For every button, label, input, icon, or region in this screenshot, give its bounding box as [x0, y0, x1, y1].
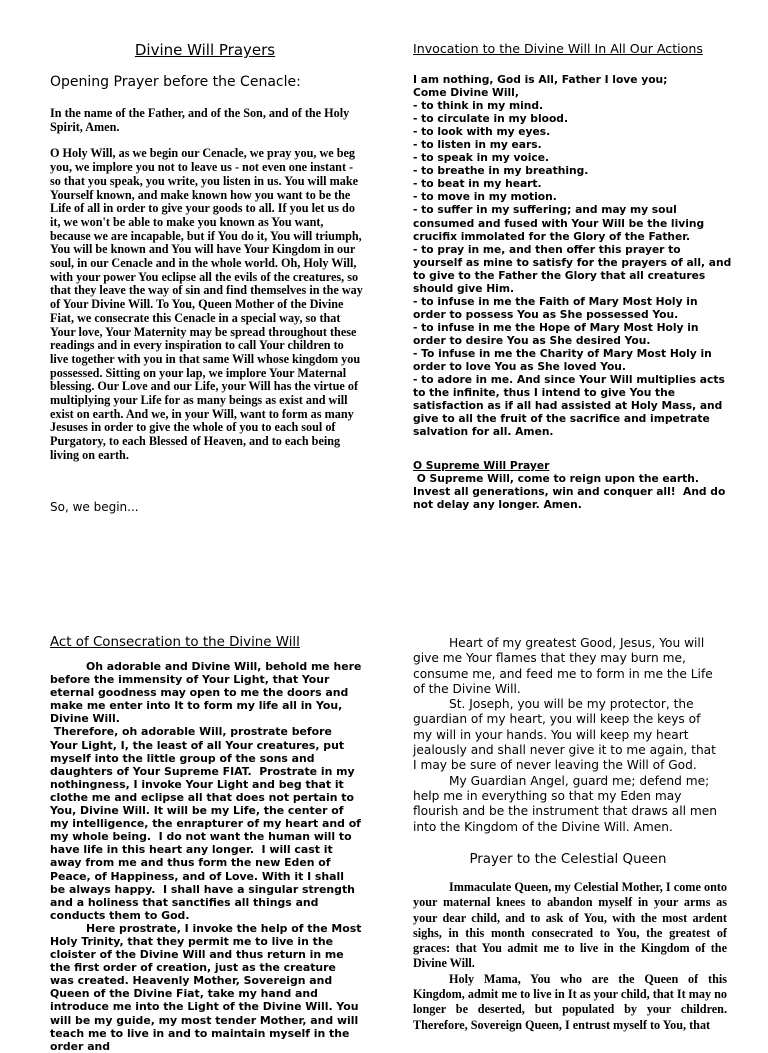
- invocation-heading: Invocation to the Divine Will In All Our Actions: [413, 41, 703, 56]
- invocation-line: - To infuse in me the Charity of Mary Most Holy in order to love You as She loved You.: [413, 346, 712, 374]
- consecration-paragraph: Oh adorable and Divine Will, behold me here before the immensity of Your Light, that Your eternal goodness may open to me the doors and make me enter into It to form my life all in You, Divine Will.: [50, 660, 362, 726]
- invocation-line: - to look with my eyes.: [413, 125, 551, 139]
- guardian-angel-paragraph: My Guardian Angel, guard me; defend me; help me in everything so that my Eden may flourish and be the instrument that draws all men into the Kingdom of the Divine Will. Amen.: [413, 773, 717, 834]
- supreme-will-heading: O Supreme Will Prayer: [413, 459, 550, 472]
- celestial-queen-paragraph: Immaculate Queen, my Celestial Mother, I come onto your maternal knees to abandon myself in your arms as your dear child, and to ask of You, with the most ardent sighs, in this month consecrated to You, the greatest of graces: that You admit me to live in the Kingdom of the Divine Will.: [413, 880, 727, 971]
- opening-prayer-body: [50, 107, 365, 463]
- invocation-line: I am nothing, God is All, Father I love you;: [413, 73, 668, 86]
- celestial-queen-paragraph: Holy Mama, You who are the Queen of this Kingdom, admit me to live in It as your child, that It may no longer be deserted, but populated by your children. Therefore, Sovereign Queen, I entrust myself to You, that: [413, 971, 727, 1032]
- invocation-line: - to breathe in my breathing.: [413, 164, 589, 178]
- invocation-line: - to circulate in my blood.: [413, 112, 569, 126]
- invocation-body: [413, 73, 733, 438]
- consecration-paragraph: Here prostrate, I invoke the help of the Most Holy Trinity, that they permit me to live in the cloister of the Divine Will and thus return in me the first order of creation, just as the creature was created. Heavenly Mother, Sovereign and Queen of the Divine Fiat, take my hand and introduce me into the Light of the Divine Will. You will be my guide, my most tender Mother, and will teach me to live in and to maintain myself in the order and: [50, 921, 362, 1053]
- invocation-line: - to pray in me, and then offer this prayer to yourself as mine to satisfy for the prayers of all, and to give to the Father the Glory that all creatures should give Him.: [413, 242, 732, 295]
- invocation-line: Come Divine Will,: [413, 86, 519, 100]
- invocation-line: - to move in my motion.: [413, 190, 557, 204]
- invocation-line: - to beat in my heart.: [413, 177, 542, 191]
- joseph-paragraph: St. Joseph, you will be my protector, the guardian of my heart, you will keep the keys of my will in your hands. You will keep my heart jealously and shall never give it to me again, that I may be sure of never leaving the Will of God.: [413, 697, 716, 773]
- consecration-continued: [413, 636, 723, 835]
- consecration-paragraph: Therefore, oh adorable Will, prostrate before Your Light, I, the least of all Your creatures, put myself into the little group of the sons and daughters of Your Supreme FIAT. Prostrate in my nothingness, I invoke Your Light and beg that it clothe me and eclipse all that does not pertain to You, Divine Will. It will be my Life, the center of my intelligence, the enrapturer of my heart and of my whole being. I do not want the human will to have life in this heart any longer. I will cast it away from me and thus form the new Eden of Peace, of Happiness, and of Love. With it I shall be always happy. I shall have a singular strength and a holiness that sanctifies all things and conducts them to God.: [50, 725, 365, 922]
- opening-prayer-paragraph: O Holy Will, as we begin our Cenacle, we pray you, we beg you, we implore you not to leave us - not even one instant - so that you speak, you write, you listen in us. You will make Yourself known, and make known how you want to be the Life of all in order to give your goods to all. If you let us do it, we won't be able to make you known as You want, because we are incapable, but if You do it, You will triumph, You will be known and You will have Your Kingdom in our soul, in our Cenacle and in the whole world. Oh, Holy Will, with your power You eclipse all the evils of the creatures, so that they leave the way of sin and find themselves in the way of Your Divine Will. To You, Queen Mother of the Divine Fiat, we consecrate this Cenacle in a special way, so that Your love, Your Maternity may be spread throughout these readings and in every inspiration to call Your children to live together with you in that same Will whose kingdom you possessed. Sitting on your lap, we implore Your Maternal blessing. Our Love and our Life, your Will has the virtue of multiplying your Life for as many beings as exist and will exist on earth. And we, in your Will, want to form as many Jesuses in order to give the whole of you to each soul of Purgatory, to each Blessed of Heaven, and to each being living on earth.: [50, 146, 363, 462]
- invocation-line: - to infuse in me the Hope of Mary Most Holy in order to desire You as She desired You.: [413, 320, 699, 347]
- invocation-line: - to speak in my voice.: [413, 151, 550, 165]
- invocation-line: - to think in my mind.: [413, 99, 544, 113]
- opening-prayer-heading: Opening Prayer before the Cenacle:: [50, 74, 301, 90]
- celestial-queen-body: [413, 880, 727, 1033]
- invocation-line: - to listen in my ears.: [413, 138, 542, 152]
- invocation-line: - to infuse in me the Faith of Mary Most Holy in order to possess You as She possessed You.: [413, 294, 698, 321]
- consecration-body: [50, 660, 365, 1053]
- consecration-heading: Act of Consecration to the Divine Will: [50, 635, 300, 650]
- page-title: Divine Will Prayers: [134, 41, 276, 59]
- opening-prayer-closing: So, we begin...: [50, 500, 139, 514]
- invocation-line: - to suffer in my suffering; and may my soul consumed and fused with Your Will be the living crucifix immolated for the Glory of the Father.: [413, 203, 705, 243]
- supreme-will-text: O Supreme Will, come to reign upon the earth. Invest all generations, win and conquer all! And do not delay any longer. Amen.: [413, 472, 730, 512]
- opening-prayer-paragraph: In the name of the Father, and of the Son, and of the Holy Spirit, Amen.: [50, 106, 350, 134]
- celestial-queen-heading: Prayer to the Celestial Queen: [469, 852, 667, 867]
- invocation-line: - to adore in me. And since Your Will multiplies acts to the infinite, thus I intend to give You the satisfaction as if all had assisted at Holy Mass, and give to all the fruit of the sacrifice and impetrate salvation for all. Amen.: [413, 373, 725, 439]
- jesus-paragraph: Heart of my greatest Good, Jesus, You will give me Your flames that they may burn me, consume me, and feed me to form in me the Life of the Divine Will.: [413, 636, 713, 696]
